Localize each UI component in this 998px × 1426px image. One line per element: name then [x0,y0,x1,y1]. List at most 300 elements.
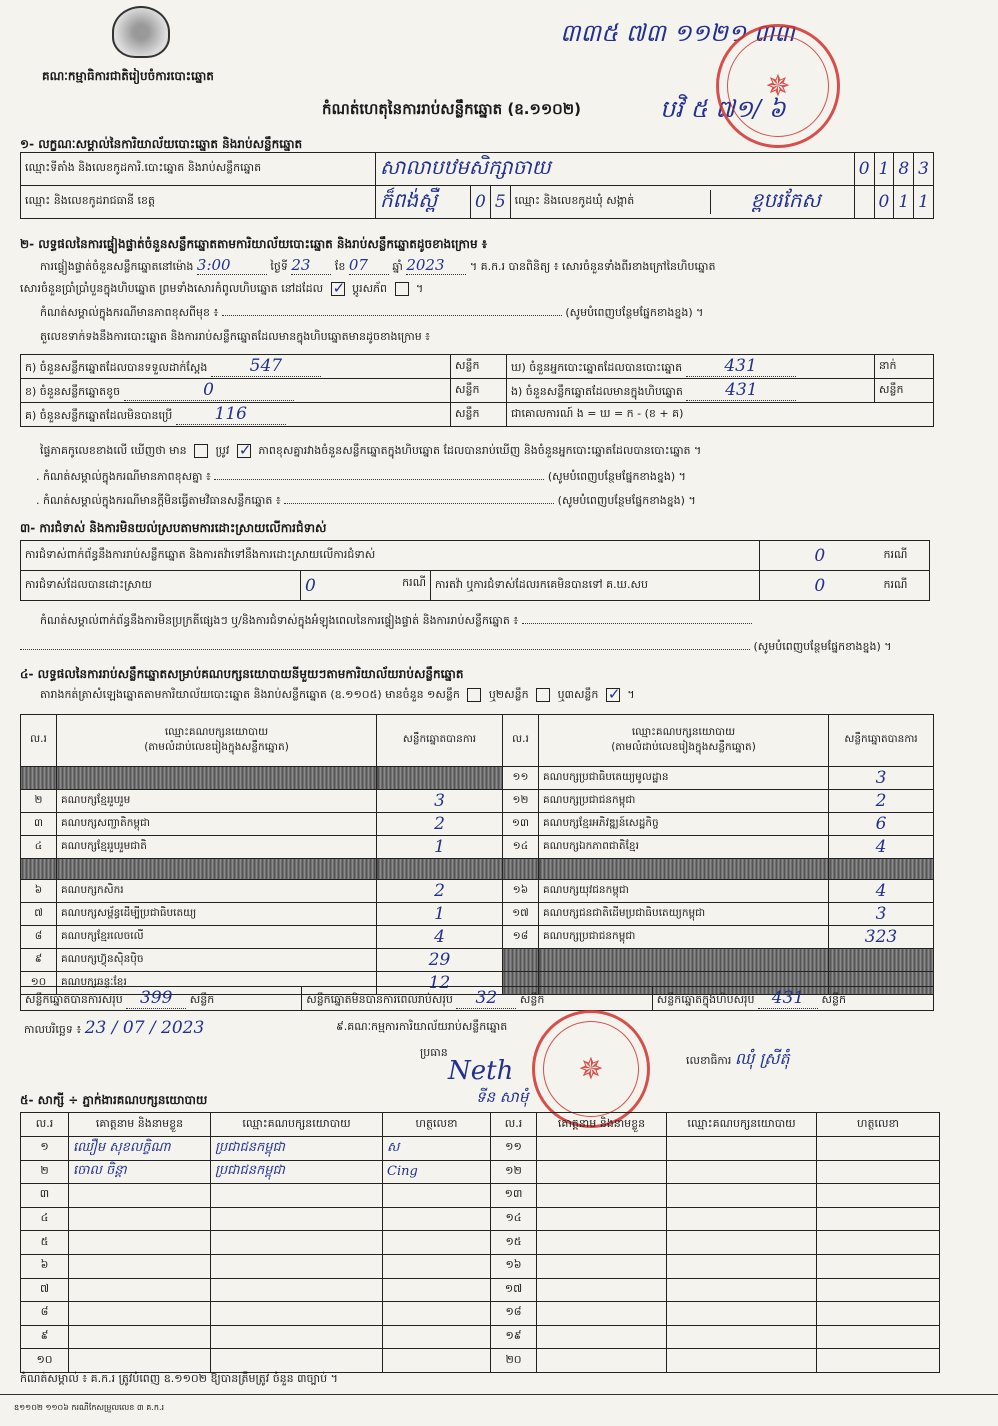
verify-day: 23 [291,256,331,275]
tally-sheet-label: តារាងកត់ត្រាសំឡេងឆ្នោតតាមការិយាល័យបោះឆ្នោត និងរាប់សន្លឹកឆ្នោត (ឧ.១១០៥) មានចំនួន ១សន្លឹក [40,688,460,701]
commune-label: ឈ្មោះ និងលេខកូដឃុំ សង្កាត់ [511,190,711,214]
witness-no-right: ១៧ [491,1278,537,1302]
party-no-right: ១៣ [503,813,539,836]
party-votes-left [377,859,503,880]
difference-note-label: កំណត់សម្គាល់ក្នុងករណីមានភាពខុសពីមុខ ៖ [40,306,219,319]
date-value: 23 / 07 / 2023 [84,1018,205,1038]
witness-col-sign-right: ហត្ថលេខា [817,1113,940,1137]
station-table [20,152,934,219]
objection-note-label: កំណត់សម្គាល់ពាក់ព័ន្ធនឹងការមិនប្រក្រតីផ្សេងៗ ឬ/និងការជំទាស់ក្នុងអំឡុងពេលនៃការផ្ទៀងផ្ទាត់ និងការរាប់សន្លឹកឆ្នោត ៖ [40,614,519,627]
resolved-value: 0 [305,575,316,596]
totals-table [20,986,934,1011]
witness-signature-right[interactable] [817,1278,940,1302]
witness-signature-right[interactable] [817,1160,940,1184]
party-votes-left: 3 [377,790,503,813]
witness-row [21,1207,940,1231]
verify-month-label: ខែ [334,260,346,273]
party-no-left: ៦ [21,880,57,903]
witness-col-party-left: ឈ្មោះគណបក្សនយោបាយ [211,1113,383,1137]
witness-row [21,1278,940,1302]
results-col-votes-left: សន្លឹកឆ្នោតបានការ [377,715,503,767]
resolved-label: ការជំទាស់ដែលបានដោះស្រាយ [25,577,152,591]
party-votes-left: 1 [377,903,503,926]
witness-col-no-left: ល.រ [21,1113,69,1137]
witness-name-right[interactable] [537,1137,667,1161]
seal-intact-checkbox[interactable] [331,282,345,296]
party-votes-right: 4 [829,836,934,859]
party-col-title-left: ឈ្មោះគណបក្សនយោបាយ [164,725,269,738]
witness-row [21,1325,940,1349]
verify-line-1 [40,256,930,276]
count-d-unit: នាក់ [875,355,934,379]
witness-name-right[interactable] [537,1302,667,1326]
party-votes-left: 1 [377,836,503,859]
party-name-right: គណបក្សខ្មែរអភិវឌ្ឍន៍សេដ្ឋកិច្ច [539,813,829,836]
province-code-1: 0 [471,186,491,219]
total-box-unit: សន្លឹក [821,993,846,1006]
witness-name [69,1349,211,1373]
difference-line [40,444,930,460]
objection-note-line-2 [20,640,892,656]
witness-row [21,1231,940,1255]
witness-row [21,1254,940,1278]
party-no-right [503,859,539,880]
objection-note [40,614,752,630]
difference-note-line[interactable] [222,315,562,316]
witness-name-right[interactable] [537,1349,667,1373]
verify-year-label: ឆ្នាំ [392,260,403,273]
emblem-icon [112,6,170,58]
count-c-value: 116 [176,404,286,425]
witness-no: ៤ [21,1207,69,1231]
counts-table [20,354,934,427]
witness-signature: Cing [383,1160,491,1184]
party-no-right: ១១ [503,767,539,790]
verify-day-label: ថ្ងៃទី [270,260,288,273]
witness-signature [383,1302,491,1326]
secretary-signature: ឈុំ ស្រីតុំ [734,1049,790,1068]
objection-unit: ករណី [880,541,930,571]
witness-name-right[interactable] [537,1254,667,1278]
witness-signature-right[interactable] [817,1302,940,1326]
party-no-left: ៣ [21,813,57,836]
party-name-left: គណបក្សសម្ព័ន្ធដើម្បីប្រជាធិបតេយ្យ [57,903,377,926]
party-no-left [21,859,57,880]
station-code-4: 3 [914,153,934,186]
party-name-right [539,859,829,880]
witness-row [21,1302,940,1326]
official-stamp-top [716,24,840,148]
total-valid-value: 399 [126,988,186,1009]
party-votes-left: 2 [377,880,503,903]
results-row [21,880,934,903]
resolved-cell [21,571,301,601]
objection-note-extra-line[interactable] [20,649,750,650]
results-row [21,859,934,880]
witness-no: ១០ [21,1349,69,1373]
witness-party-right[interactable] [667,1302,817,1326]
witness-no-right: ១៥ [491,1231,537,1255]
tally-1-checkbox[interactable] [467,688,481,702]
objection-table [20,540,930,601]
party-votes-left [377,767,503,790]
section-5-title: ៥- សាក្សី ÷ ភ្នាក់ងារគណបក្សនយោបាយ [20,1093,208,1107]
results-row [21,836,934,859]
witness-no-right: ១២ [491,1160,537,1184]
section-2-title: ២- លទ្ធផលនៃការផ្ទៀងផ្ទាត់ចំនួនសន្លឹកឆ្នោតតាមការិយាល័យបោះឆ្នោត និងរាប់សន្លឹកឆ្នោតដូចខាងក្រោម ៖ [20,237,488,251]
party-no-left: ៤ [21,836,57,859]
province-code-2: 5 [490,186,510,219]
chair-signature: Neth [448,1056,514,1086]
witness-col-name-left: គោត្តនាម និងនាមខ្លួន [69,1113,211,1137]
party-votes-right: 3 [829,767,934,790]
party-votes-right: 6 [829,813,934,836]
total-valid-unit: សន្លឹក [189,993,215,1006]
witness-name [69,1254,211,1278]
party-col-title-right: ឈ្មោះគណបក្សនយោបាយ [631,725,736,738]
witness-col-name-right: គោត្តនាម និងនាមខ្លួន [537,1113,667,1137]
witness-name [69,1325,211,1349]
witness-name [69,1207,211,1231]
witness-signature [383,1349,491,1373]
count-e-value: 431 [686,380,796,401]
party-votes-right [829,949,934,972]
witness-no: ៩ [21,1325,69,1349]
party-name-right [539,949,829,972]
appeal-unit: ករណី [880,571,930,601]
count-e-cell [507,379,875,403]
witness-party [211,1254,383,1278]
objection-fill-more: (សូមបំពេញបន្ថែមផ្នែកខាងខ្នង) ។ [753,640,892,653]
witness-name-right[interactable] [537,1160,667,1184]
commune-code-pad [854,186,874,219]
difference-no-label: ប្រូវ [215,444,230,457]
party-name-right: គណបក្សប្រជាជនកម្ពុជា [539,926,829,949]
results-row [21,767,934,790]
witness-col-party-right: ឈ្មោះគណបក្សនយោបាយ [667,1113,817,1137]
witness-party [211,1349,383,1373]
witness-party [211,1302,383,1326]
party-votes-left: 4 [377,926,503,949]
party-no-left: ៨ [21,926,57,949]
party-name-right: គណបក្សប្រជាជនកម្ពុជា [539,790,829,813]
witness-no-right: ១១ [491,1137,537,1161]
party-no-left: ១០ [21,972,57,995]
count-a-value: 547 [211,356,321,377]
witness-no-right: ១៤ [491,1207,537,1231]
witness-party-right[interactable] [667,1137,817,1161]
witness-signature-right[interactable] [817,1137,940,1161]
witness-party-right[interactable] [667,1231,817,1255]
province-value: ក៏ពង់ស្ពឺ [376,186,471,219]
results-row [21,790,934,813]
party-no-left: ២ [21,790,57,813]
commune-code-2: 1 [894,186,914,219]
objection-note-line[interactable] [522,623,752,624]
count-b-cell [21,379,451,403]
witness-name-right[interactable] [537,1325,667,1349]
count-c-cell [21,403,451,427]
objection-value: 0 [760,541,880,571]
party-no-right [503,949,539,972]
note-difference-more: (សូមបំពេញបន្ថែមផ្នែកខាងខ្នង) ។ [547,470,686,483]
witness-signature [383,1278,491,1302]
witness-name-right[interactable] [537,1278,667,1302]
witness-signature-right[interactable] [817,1254,940,1278]
tally-2-label: ឬ២សន្លឹក [488,688,529,701]
witness-party [211,1207,383,1231]
witness-row [21,1349,940,1373]
witness-row [21,1137,940,1161]
seal-status-text: សោរចំនួនប្រាំប្រាំបួនក្នុងហិបឆ្នោត ព្រមទាំងសោរកំពូលហិបឆ្នោត នៅដដែល [20,282,324,295]
secretary-label [686,1048,790,1072]
party-name-left: គណបក្សខ្មែរលេចលើ [57,926,377,949]
witness-name [69,1302,211,1326]
party-col-sub-left: (តាមលំដាប់លេខរៀងក្នុងសន្លឹកឆ្នោត) [144,740,289,753]
results-col-votes-right: សន្លឹកឆ្នោតបានការ [829,715,934,767]
total-invalid-value: 32 [456,988,516,1009]
verify-year: 2023 [406,256,466,275]
count-d-label: ឃ) ចំនួនអ្នកបោះឆ្នោតដែលបានបោះឆ្នោត [511,361,683,374]
witness-no: ៣ [21,1184,69,1208]
handwritten-right-note: បវិ ៥ ៧១/ ៦ [660,95,786,123]
tally-3-checkbox[interactable] [606,688,620,702]
province-label: ឈ្មោះ និងលេខកូដរាជធានី ខេត្ត [21,186,376,219]
chair-name: ទីន សាមុំ [476,1088,529,1106]
fill-more-note: (សូមបំពេញបន្ថែមផ្នែកខាងខ្នង) ។ [565,306,704,319]
witness-name-right[interactable] [537,1207,667,1231]
total-valid-cell [21,987,302,1011]
note-violation-label: . កំណត់សម្គាល់ក្នុងករណីមានក្តីមិនធ្វើតាមវិធានសន្លឹកឆ្នោត ៖ [36,494,281,507]
note-violation-more: (សូមបំពេញបន្ថែមផ្នែកខាងខ្នង) ។ [557,494,696,507]
count-d-cell [507,355,875,379]
results-row [21,813,934,836]
note-difference [36,470,686,486]
witness-signature [383,1207,491,1231]
party-no-right: ១២ [503,790,539,813]
witness-no-right: ២០ [491,1349,537,1373]
footnote: កំណត់សម្គាល់ ៖ គ.ក.រ ត្រូវបំពេញ ឧ.១១០២ ឱ្យបានត្រឹមត្រូវ ចំនួន ៣ច្បាប់ ។ [20,1372,338,1385]
witness-party: ប្រជាជនកម្ពុជា [211,1160,383,1184]
party-votes-left: 12 [377,972,503,995]
total-box-cell [652,987,933,1011]
tally-3-label: ឬ៣សន្លឹក [557,688,599,701]
note-difference-line[interactable] [214,479,544,480]
verify-time: 3:00 [197,256,267,275]
results-col-party-right [539,715,829,767]
party-name-right: គណបក្សយុវជនកម្ពុជា [539,880,829,903]
witness-no-right: ១៦ [491,1254,537,1278]
total-box-label: សន្លឹកឆ្នោតក្នុងហិបសរុប [656,993,755,1006]
results-col-no-right: ល.រ [503,715,539,767]
witness-party-right[interactable] [667,1325,817,1349]
station-code-2: 1 [874,153,894,186]
difference-yes-label: ផ្ទៃភាគកូលេខខាងលើ ឃើញថា មាន [40,444,187,457]
count-a-cell [21,355,451,379]
tally-sheet-line: តារាងកត់ត្រាសំឡេងឆ្នោតតាមការិយាល័យបោះឆ្នោត និងរាប់សន្លឹកឆ្នោត (ឧ.១១០៥) មានចំនួន ១សន្លឹក ឬ២សន្លឹក ឬ៣សន្លឹក ✓ ។ [40,688,635,704]
stamp-emblem-icon: ✵ [765,68,791,104]
witness-signature-right[interactable] [817,1349,940,1373]
party-no-left: ៩ [21,949,57,972]
section-4-title: ៤- លទ្ធផលនៃការរាប់សន្លឹកឆ្នោតសម្រាប់គណបក្សនយោបាយនីមួយៗតាមការិយាល័យរាប់សន្លឹកឆ្នោត [20,667,464,681]
party-no-right: ១៨ [503,926,539,949]
tally-2-checkbox[interactable] [536,688,550,702]
witness-signature [383,1184,491,1208]
count-formula: ជាគោលការណ៍ ង = ឃ = ក - (ខ + គ) [507,403,934,427]
difference-no-checkbox[interactable] [237,444,251,458]
note-violation [36,494,696,510]
party-votes-right: 4 [829,880,934,903]
witness-name [69,1184,211,1208]
witness-party-right[interactable] [667,1207,817,1231]
witness-row [21,1160,940,1184]
witness-no: ៥ [21,1231,69,1255]
witness-party-right[interactable] [667,1184,817,1208]
witness-signature-right[interactable] [817,1231,940,1255]
witness-party [211,1184,383,1208]
party-name-right: គណបក្សឯកភាពជាតិខ្មែរ [539,836,829,859]
witness-no: ៨ [21,1302,69,1326]
witness-signature [383,1231,491,1255]
section-3-title: ៣- ការជំទាស់ និងការមិនយល់ស្របតាមការដោះស្រាយលើការជំទាស់ [20,521,327,535]
difference-text: ភាពខុសគ្នារវាងចំនួនសន្លឹកឆ្នោតក្នុងហិបឆ្នោត ដែលបានរាប់ឃើញ និងចំនួនអ្នកបោះឆ្នោតដែលបានបោះឆ្នោត ។ [258,444,702,457]
witness-name: ចោល ចិន្តា [69,1160,211,1184]
party-name-left [57,767,377,790]
results-row [21,949,934,972]
party-votes-right: 2 [829,790,934,813]
party-votes-right: 3 [829,903,934,926]
total-invalid-label: សន្លឹកឆ្នោតមិនបានការពេលរាប់សរុប [306,993,453,1006]
resolved-unit: ករណី [402,575,426,589]
date-line [24,1018,204,1039]
count-d-value: 431 [686,356,796,377]
party-no-left: ៧ [21,903,57,926]
witness-no-right: ១៣ [491,1184,537,1208]
footer-text: ឧ១១០២ ១១០៦ ករណីកែសម្រួលលេខ ៣ គ.ក.រ [14,1403,165,1412]
secretary-title: លេខាធិការ [686,1054,732,1067]
party-no-right: ១៦ [503,880,539,903]
official-stamp-bottom [532,1010,650,1128]
witness-party-right[interactable] [667,1278,817,1302]
witness-no: ២ [21,1160,69,1184]
count-c-label: គ) ចំនួនសន្លឹកឆ្នោតដែលមិនបានប្រើ [25,409,173,422]
results-row [21,926,934,949]
total-box-value: 431 [758,988,818,1009]
witness-col-no-right: ល.រ [491,1113,537,1137]
station-label: ឈ្មោះទីតាំង និងលេខកូដការិ.បោះឆ្នោត និងរាប់សន្លឹកឆ្នោត [21,153,376,186]
station-value: សាលាបឋមសិក្សាចាយ [376,153,855,186]
count-c-unit: សន្លឹក [451,403,507,427]
party-name-left [57,859,377,880]
resolved-value-cell [301,571,431,601]
objection-label: ការជំទាស់ពាក់ព័ន្ធនឹងការរាប់សន្លឹកឆ្នោត និងការតវ៉ាទៅនឹងការដោះស្រាយលើការជំទាស់ [21,541,760,571]
commune-code-3: 1 [914,186,934,219]
witness-name-right[interactable] [537,1184,667,1208]
appeal-value: 0 [760,571,880,601]
party-votes-left: 29 [377,949,503,972]
verify-month: 07 [349,256,389,275]
party-col-sub-right: (តាមលំដាប់លេខរៀងក្នុងសន្លឹកឆ្នោត) [611,740,756,753]
witness-signature-right[interactable] [817,1325,940,1349]
party-name-left: គណបក្សសញ្ជាតិកម្ពុជា [57,813,377,836]
witness-no-right: ១៨ [491,1302,537,1326]
witness-signature-right[interactable] [817,1207,940,1231]
note-violation-line[interactable] [284,503,554,504]
count-b-unit: សន្លឹក [451,379,507,403]
form-title: កំណត់ហេតុនៃការរាប់សន្លឹកឆ្នោត (ឧ.១១០២) [322,100,582,118]
difference-note-1 [40,306,703,322]
section-1-title: ១- លក្ខណៈសម្គាល់នៃការិយាល័យបោះឆ្នោត និងរាប់សន្លឹកឆ្នោត [20,137,303,151]
footer-line [0,1394,998,1395]
witness-name [69,1231,211,1255]
witness-party-right[interactable] [667,1349,817,1373]
count-b-value: 0 [124,380,294,401]
total-invalid-unit: សន្លឹក [519,993,545,1006]
witness-party [211,1278,383,1302]
counts-intro: តួលេខទាក់ទងនឹងការបោះឆ្នោត និងការរាប់សន្លឹកឆ្នោតដែលមានក្នុងហិបឆ្នោតមានដូចខាងក្រោម ៖ [40,330,431,343]
party-no-left [21,767,57,790]
difference-yes-checkbox[interactable] [194,444,208,458]
witness-signature: ស [383,1137,491,1161]
witness-signature-right[interactable] [817,1184,940,1208]
witness-signature [383,1325,491,1349]
witness-name: ឈឿម សុខលក្ខិណា [69,1137,211,1161]
witness-no: ១ [21,1137,69,1161]
count-a-label: ក) ចំនួនសន្លឹកឆ្នោតដែលបានទទួលដាក់ស្តែង [25,361,208,374]
party-name-left: គណបក្សហ៊្វុនស៊ិនប៉ិច [57,949,377,972]
handwritten-top-note: ៣៣៥ ៧៣ ១១២១ ៣៣ [560,19,795,47]
station-code-1: 0 [854,153,874,186]
count-a-unit: សន្លឹក [451,355,507,379]
seal-changed-checkbox[interactable] [395,282,409,296]
witness-no: ៧ [21,1278,69,1302]
results-col-party-left [57,715,377,767]
stamp-emblem-bottom-icon: ✵ [578,1051,604,1087]
witness-party [211,1231,383,1255]
party-no-right: ១៧ [503,903,539,926]
witness-table [20,1112,940,1373]
party-name-left: គណបក្សខ្មែររួបរួមជាតិ [57,836,377,859]
verify-seal-text: ។ គ.ក.រ បានពិនិត្យ ៖ សោរចំនួនទាំងពីរខាងក្រៅនៃហិបឆ្នោត [469,260,716,273]
commune-value: ខ្ពបរកែស [750,188,821,212]
date-label: កាលបរិច្ឆេទ ៖ [24,1023,82,1036]
count-e-label: ង) ចំនួនសន្លឹកឆ្នោតដែលមានក្នុងហិបឆ្នោត [511,385,683,398]
party-votes-left: 2 [377,813,503,836]
witness-signature [383,1254,491,1278]
witness-col-sign-left: ហត្ថលេខា [383,1113,491,1137]
witness-party: ប្រជាជនកម្ពុជា [211,1137,383,1161]
witness-row [21,1184,940,1208]
party-votes-right: 323 [829,926,934,949]
party-no-right: ១៤ [503,836,539,859]
witness-party [211,1325,383,1349]
count-e-unit: សន្លឹក [875,379,934,403]
witness-party-right[interactable] [667,1254,817,1278]
appeal-label: ការតវ៉ា ឬការជំទាស់ដែលរកគេមិនបានទៅ គ.ឃ.សប [431,571,760,601]
commune-code-1: 0 [874,186,894,219]
committee-label: ៩.គណៈកម្មការការិយាល័យរាប់សន្លឹកឆ្នោត [336,1020,508,1033]
count-b-label: ខ) ចំនួនសន្លឹកឆ្នោតខូច [25,385,121,398]
witness-no-right: ១៩ [491,1325,537,1349]
party-name-right: គណបក្សជនជាតិដើមប្រជាធិបតេយ្យកម្ពុជា [539,903,829,926]
party-name-left: គណបក្សខ្មែររួបរួម [57,790,377,813]
witness-name-right[interactable] [537,1231,667,1255]
total-valid-label: សន្លឹកឆ្នោតបានការសរុប [25,993,123,1006]
party-votes-right [829,859,934,880]
chair-label: ប្រធាន [420,1046,448,1059]
note-difference-label: . កំណត់សម្គាល់ក្នុងករណីមានភាពខុសគ្នា ៖ [36,470,211,483]
witness-party-right[interactable] [667,1160,817,1184]
